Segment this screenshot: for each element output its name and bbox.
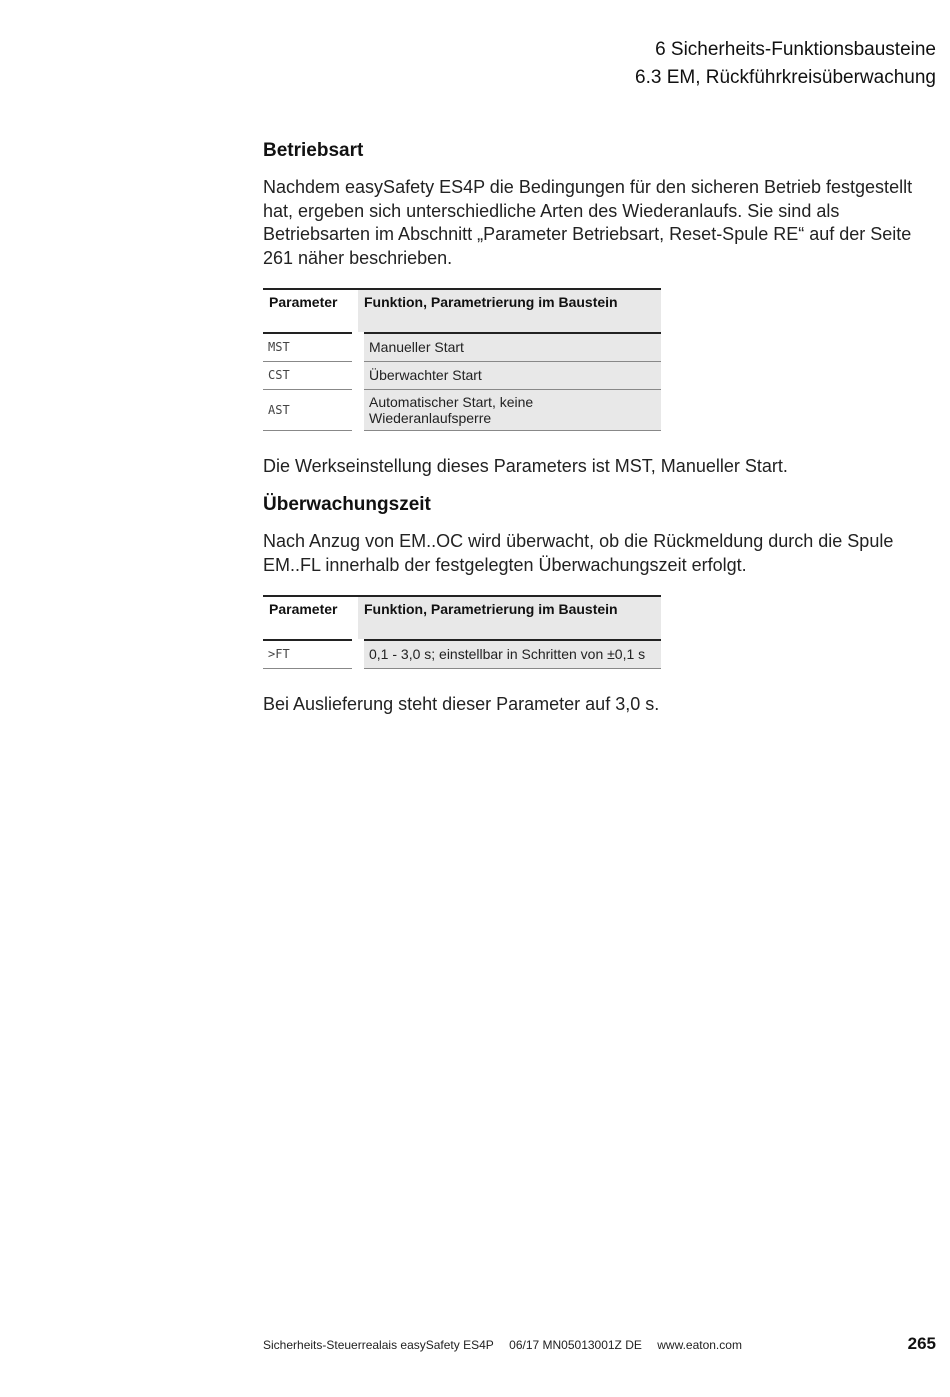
param-cell: AST [263, 389, 358, 430]
page-number: 265 [907, 1334, 936, 1353]
table-ueberwachungszeit [263, 595, 661, 669]
footer-title: Sicherheits-Steuerrealais easySafety ES4P [263, 1338, 494, 1352]
function-cell: Manueller Start [358, 333, 661, 361]
param-cell: MST [263, 333, 358, 361]
table-row [263, 640, 661, 668]
param-cell: >FT [263, 640, 358, 668]
table-header-row [263, 289, 661, 333]
table-row [263, 389, 661, 430]
footer-url[interactable]: www.eaton.com [657, 1338, 742, 1352]
column-header-parameter: Parameter [263, 289, 358, 333]
paragraph-ueberwachungszeit: Nach Anzug von EM..OC wird überwacht, ob die Rückmeldung durch die Spule EM..FL innerhalb der festgelegten Überwachungszeit erfolgt. [263, 531, 894, 575]
section-title: 6.3 EM, Rückführkreisüberwachung [635, 67, 936, 88]
table-row [263, 361, 661, 389]
default-note: Die Werkseinstellung dieses Parameters ist MST, Manueller Start. [263, 455, 788, 476]
function-cell: Überwachter Start [358, 361, 661, 389]
function-cell: 0,1 - 3,0 s; einstellbar in Schritten von ±0,1 s [358, 640, 661, 668]
function-cell: Automatischer Start, keine Wiederanlaufsperre [358, 389, 661, 430]
table-header-row [263, 596, 661, 640]
param-cell: CST [263, 361, 358, 389]
column-header-function: Funktion, Parametrierung im Baustein [358, 596, 661, 640]
table-betriebsart [263, 288, 661, 431]
column-header-parameter: Parameter [263, 596, 358, 640]
table-row [263, 333, 661, 361]
delivery-note: Bei Auslieferung steht dieser Parameter auf 3,0 s. [263, 693, 660, 714]
heading-betriebsart: Betriebsart [263, 140, 364, 161]
paragraph-betriebsart: Nachdem easySafety ES4P die Bedingungen für den sicheren Betrieb festgestellt hat, ergeben sich unterschiedliche Arten des Wiederanlaufs. Sie sind als Betriebsarten im Abschnitt „Parameter Betriebsart, Reset-Spule RE“ auf der Seite 261 näher beschrieben. [263, 177, 913, 268]
running-header [635, 36, 936, 92]
heading-ueberwachungszeit: Überwachungszeit [263, 494, 431, 515]
page-footer [263, 1338, 754, 1352]
column-header-function: Funktion, Parametrierung im Baustein [358, 289, 661, 333]
main-content [263, 138, 943, 716]
chapter-title: 6 Sicherheits-Funktionsbausteine [655, 39, 936, 60]
footer-doc-id: 06/17 MN05013001Z DE [509, 1338, 642, 1352]
